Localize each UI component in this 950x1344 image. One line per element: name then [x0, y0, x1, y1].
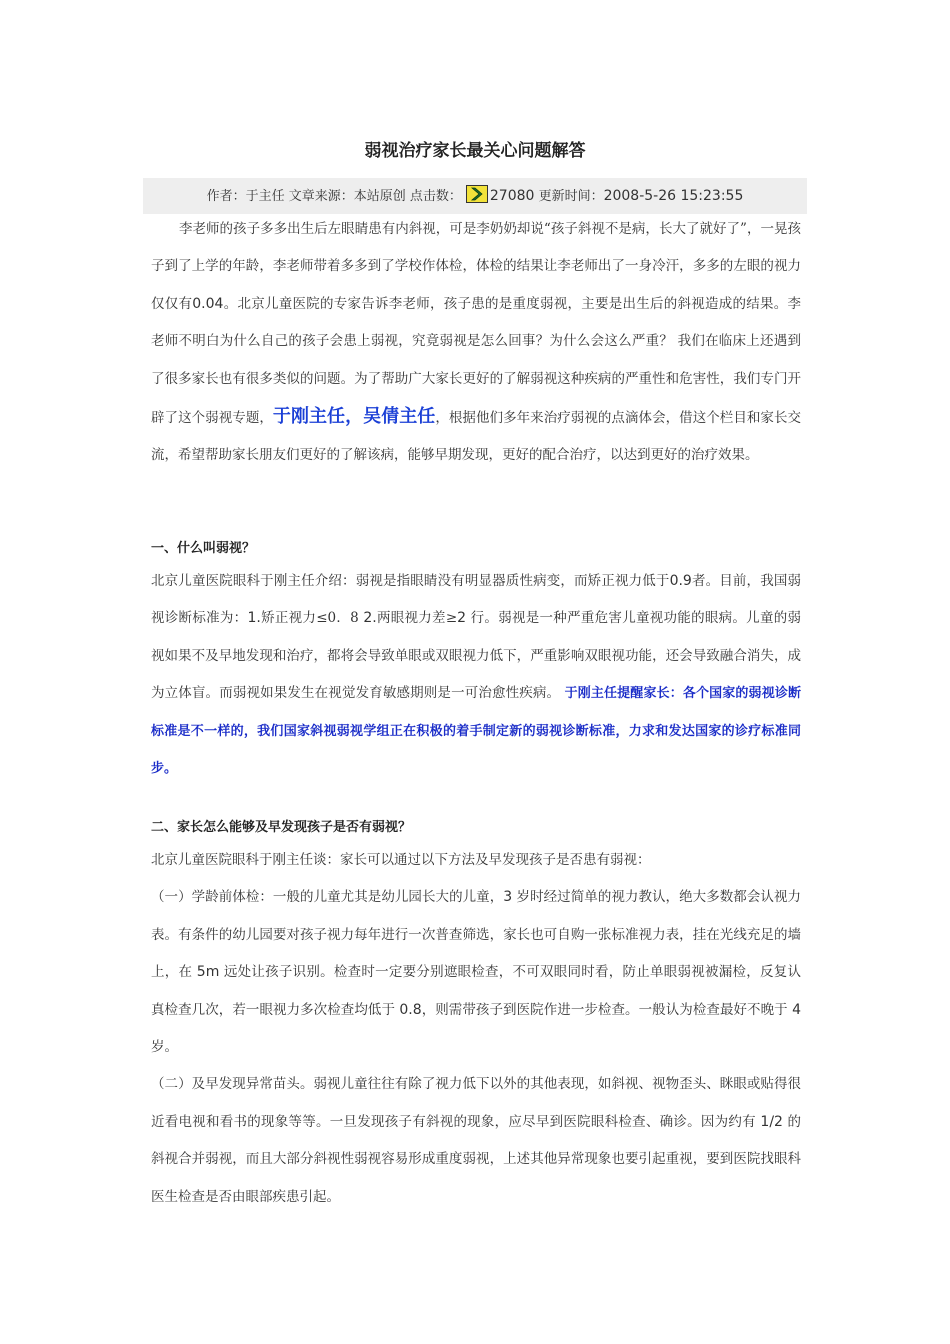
m1-text-f: 0.8: [399, 1001, 422, 1018]
s1-text-b: 者。目前，我国弱视诊断标准为：: [151, 573, 801, 627]
intro-acuity-value: 0.04: [192, 295, 224, 312]
s1-text-d: 矫正视力≤0．8: [260, 610, 364, 627]
s1-text-a: 北京儿童医院眼科于刚主任介绍：弱视是指眼睛没有明显器质性病变，而矫正视力低于: [151, 573, 670, 589]
s1-text-c: 1.: [247, 610, 261, 627]
intro-text-2: 。北京儿童医院的专家告诉李老师，孩子患的是重度弱视，主要是出生后的斜视造成的结果。李老师不明白为什么自己的孩子会患上弱视，究竟弱视是怎么回事？为什么会这么严重？ 我们在临床上还遇到了很多家长也有很多类似的问题。为了帮助广大家长更好的了解弱视这种疾病的严重性和危害性，我们专门开辟了这个弱视专题，: [151, 295, 802, 427]
m2-text-b: 1/2: [760, 1113, 783, 1130]
article-meta-bar: [143, 178, 807, 214]
section-1-paragraph: [151, 563, 801, 787]
s2-method-2: [151, 1066, 801, 1216]
m1-text-e: 远处让孩子识别。检查时一定要分别遮眼检查，不可双眼同时看，防止单眼弱视被漏检，反复认真检查几次，若一眼视力多次检查均低于: [151, 964, 801, 1018]
s1-reminder: 于刚主任提醒家长：各个国家的弱视诊断标准是不一样的，我们国家斜视弱视学组正在积极的着手制定新的弱视诊断标准，力求和发达国家的诊疗标准同步。: [151, 686, 801, 777]
section-2-body: [151, 842, 801, 1216]
hit-counter-icon: [466, 182, 488, 200]
meta-update-time: 2008-5-26 15:23:55: [603, 188, 744, 204]
expert-names: 于刚主任，吴倩主任: [272, 406, 436, 428]
m1-text-a: （一）学龄前体检：一般的儿童尤其是幼儿园长大的儿童，: [151, 889, 504, 906]
s2-lead: 北京儿童医院眼科于刚主任谈：家长可以通过以下方法及早发现孩子是否患有弱视：: [151, 852, 651, 868]
m1-text-c: 岁时经过简单的视力教认，绝大多数都会认视力表。有条件的幼儿园要对孩子视力每年进行一次普查筛选，家长也可自购一张标准视力表，挂在光线充足的墙上，在: [151, 889, 801, 981]
m2-text-a: （二）及早发现异常苗头。弱视儿童往往有除了视力低下以外的其他表现，如斜视、视物歪头、眯眼或贴得很近看电视和看书的现象等等。一旦发现孩子有斜视的现象，应尽早到医院眼科检查、确诊。因为约有: [151, 1076, 801, 1130]
meta-author-source: 作者：于主任 文章来源：本站原创 点击数：: [206, 189, 462, 204]
s2-method-1: [151, 879, 801, 1066]
m1-text-i: 岁。: [151, 1039, 178, 1056]
s1-text-g: 2: [457, 610, 467, 627]
s1-text-f: 两眼视力差≥: [376, 610, 458, 627]
meta-hits: 27080: [489, 188, 535, 204]
m1-text-h: 4: [792, 1001, 801, 1018]
intro-paragraph: [151, 211, 801, 475]
m1-text-b: 3: [503, 889, 513, 906]
m1-text-d: 5m: [196, 964, 220, 981]
s1-text-h: 行。弱视是一种严重危害儿童视功能的眼病。儿童的弱视如果不及早地发现和治疗，都将会导致单眼或双眼视力低下，严重影响双眼视功能，还会导致融合消失，成为立体盲。而弱视如果发生在视觉发育敏感期则是一可治愈性疾病。: [151, 610, 802, 702]
article-title: 弱视治疗家长最关心问题解答: [364, 141, 586, 161]
section-1-heading: 一、什么叫弱视？: [151, 541, 256, 556]
intro-text-3: ，根据他们多年来治疗弱视的点滴体会，借这个栏目和家长交流，希望帮助家长朋友们更好的了解该病，能够早期发现，更好的配合治疗，以达到更好的治疗效果。: [151, 410, 802, 464]
s1-text-e: 2.: [363, 610, 377, 627]
m2-text-c: 的斜视合并弱视，而且大部分斜视性弱视容易形成重度弱视，上述其他异常现象也要引起重视，要到医院找眼科医生检查是否由眼部疾患引起。: [151, 1113, 801, 1205]
m1-text-g: ，则需带孩子到医院作进一步检查。一般认为检查最好不晚于: [421, 1001, 793, 1018]
meta-update-label: 更新时间：: [534, 189, 604, 204]
intro-text-1: 李老师的孩子多多出生后左眼睛患有内斜视，可是李奶奶却说“孩子斜视不是病，长大了就好了”，一晃孩子到了上学的年龄，李老师带着多多到了学校作体检，体检的结果让李老师出了一身冷汗，多多的左眼的视力仅仅有: [151, 221, 801, 312]
s1-value-1: 0.9: [669, 573, 692, 589]
section-2-heading: 二、家长怎么能够及早发现孩子是否有弱视？: [151, 820, 412, 835]
